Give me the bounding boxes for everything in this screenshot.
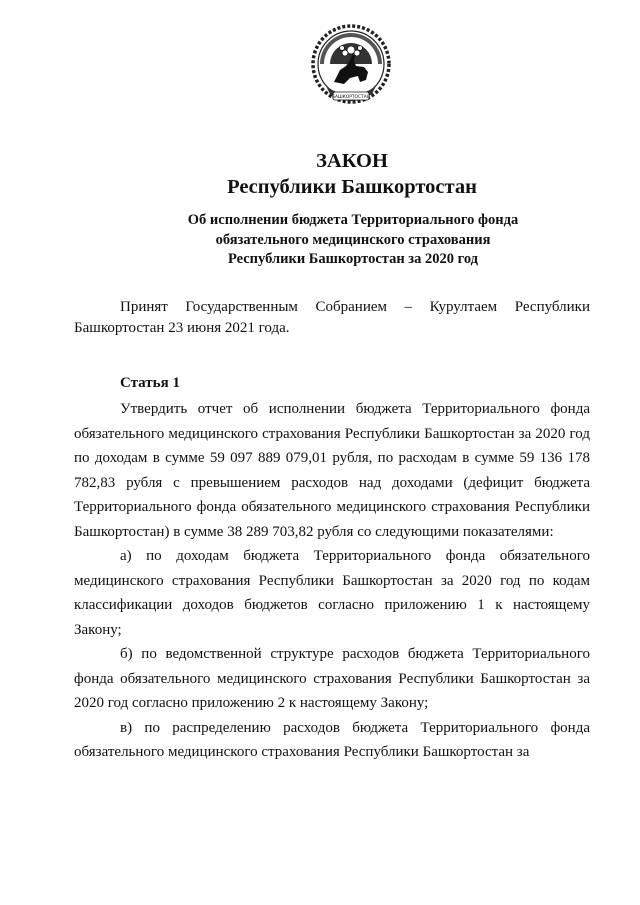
article-paragraph: Утвердить отчет об исполнении бюджета Территориального фонда обязательного медицинского страхования Республики Башкортостан за 2020 год по доходам в сумме 59 097 889 079,01 рубля, по расходам в сумме 59 136 178 782,83 рубля с превышением расходов над доходами (дефицит бюджета Территориального фонда обязательного медицинского страхования Республики Башкортостан) в сумме 38 289 703,82 рубля со следующими показателями: (74, 401, 590, 540)
subtitle-line: Об исполнении бюджета Территориального фонда (187, 212, 519, 228)
subtitle-line: Республики Башкортостан за 2020 год (227, 251, 479, 267)
bashkortostan-coat-of-arms-icon (306, 20, 396, 110)
law-body (74, 297, 590, 765)
law-subtitle (0, 211, 640, 270)
svg-text:БАШКОРТОСТАН: БАШКОРТОСТАН (331, 95, 371, 100)
title-republic: Республики Башкортостан (227, 176, 477, 198)
subtitle-line: обязательного медицинского страхования (215, 231, 491, 248)
law-title (0, 148, 640, 200)
adoption-statement: Принят Государственным Собранием – Курултаем Республики Башкортостан 23 июня 2021 года. (74, 299, 590, 336)
article-heading: Статья 1 (120, 375, 180, 391)
title-law: ЗАКОН (316, 150, 388, 172)
article-paragraph: а) по доходам бюджета Территориального фонда обязательного медицинского страхования Республики Башкортостан за 2020 год по кодам классификации доходов бюджетов согласно приложению 1 к настоящему Закону; (74, 548, 590, 638)
article-paragraph: в) по распределению расходов бюджета Территориального фонда обязательного медицинского страхования Республики Башкортостан за (74, 719, 590, 760)
article-paragraph: б) по ведомственной структуре расходов бюджета Территориального фонда обязательного медицинского страхования Республики Башкортостан за 2020 год согласно приложению 2 к настоящему Закону; (74, 646, 590, 711)
